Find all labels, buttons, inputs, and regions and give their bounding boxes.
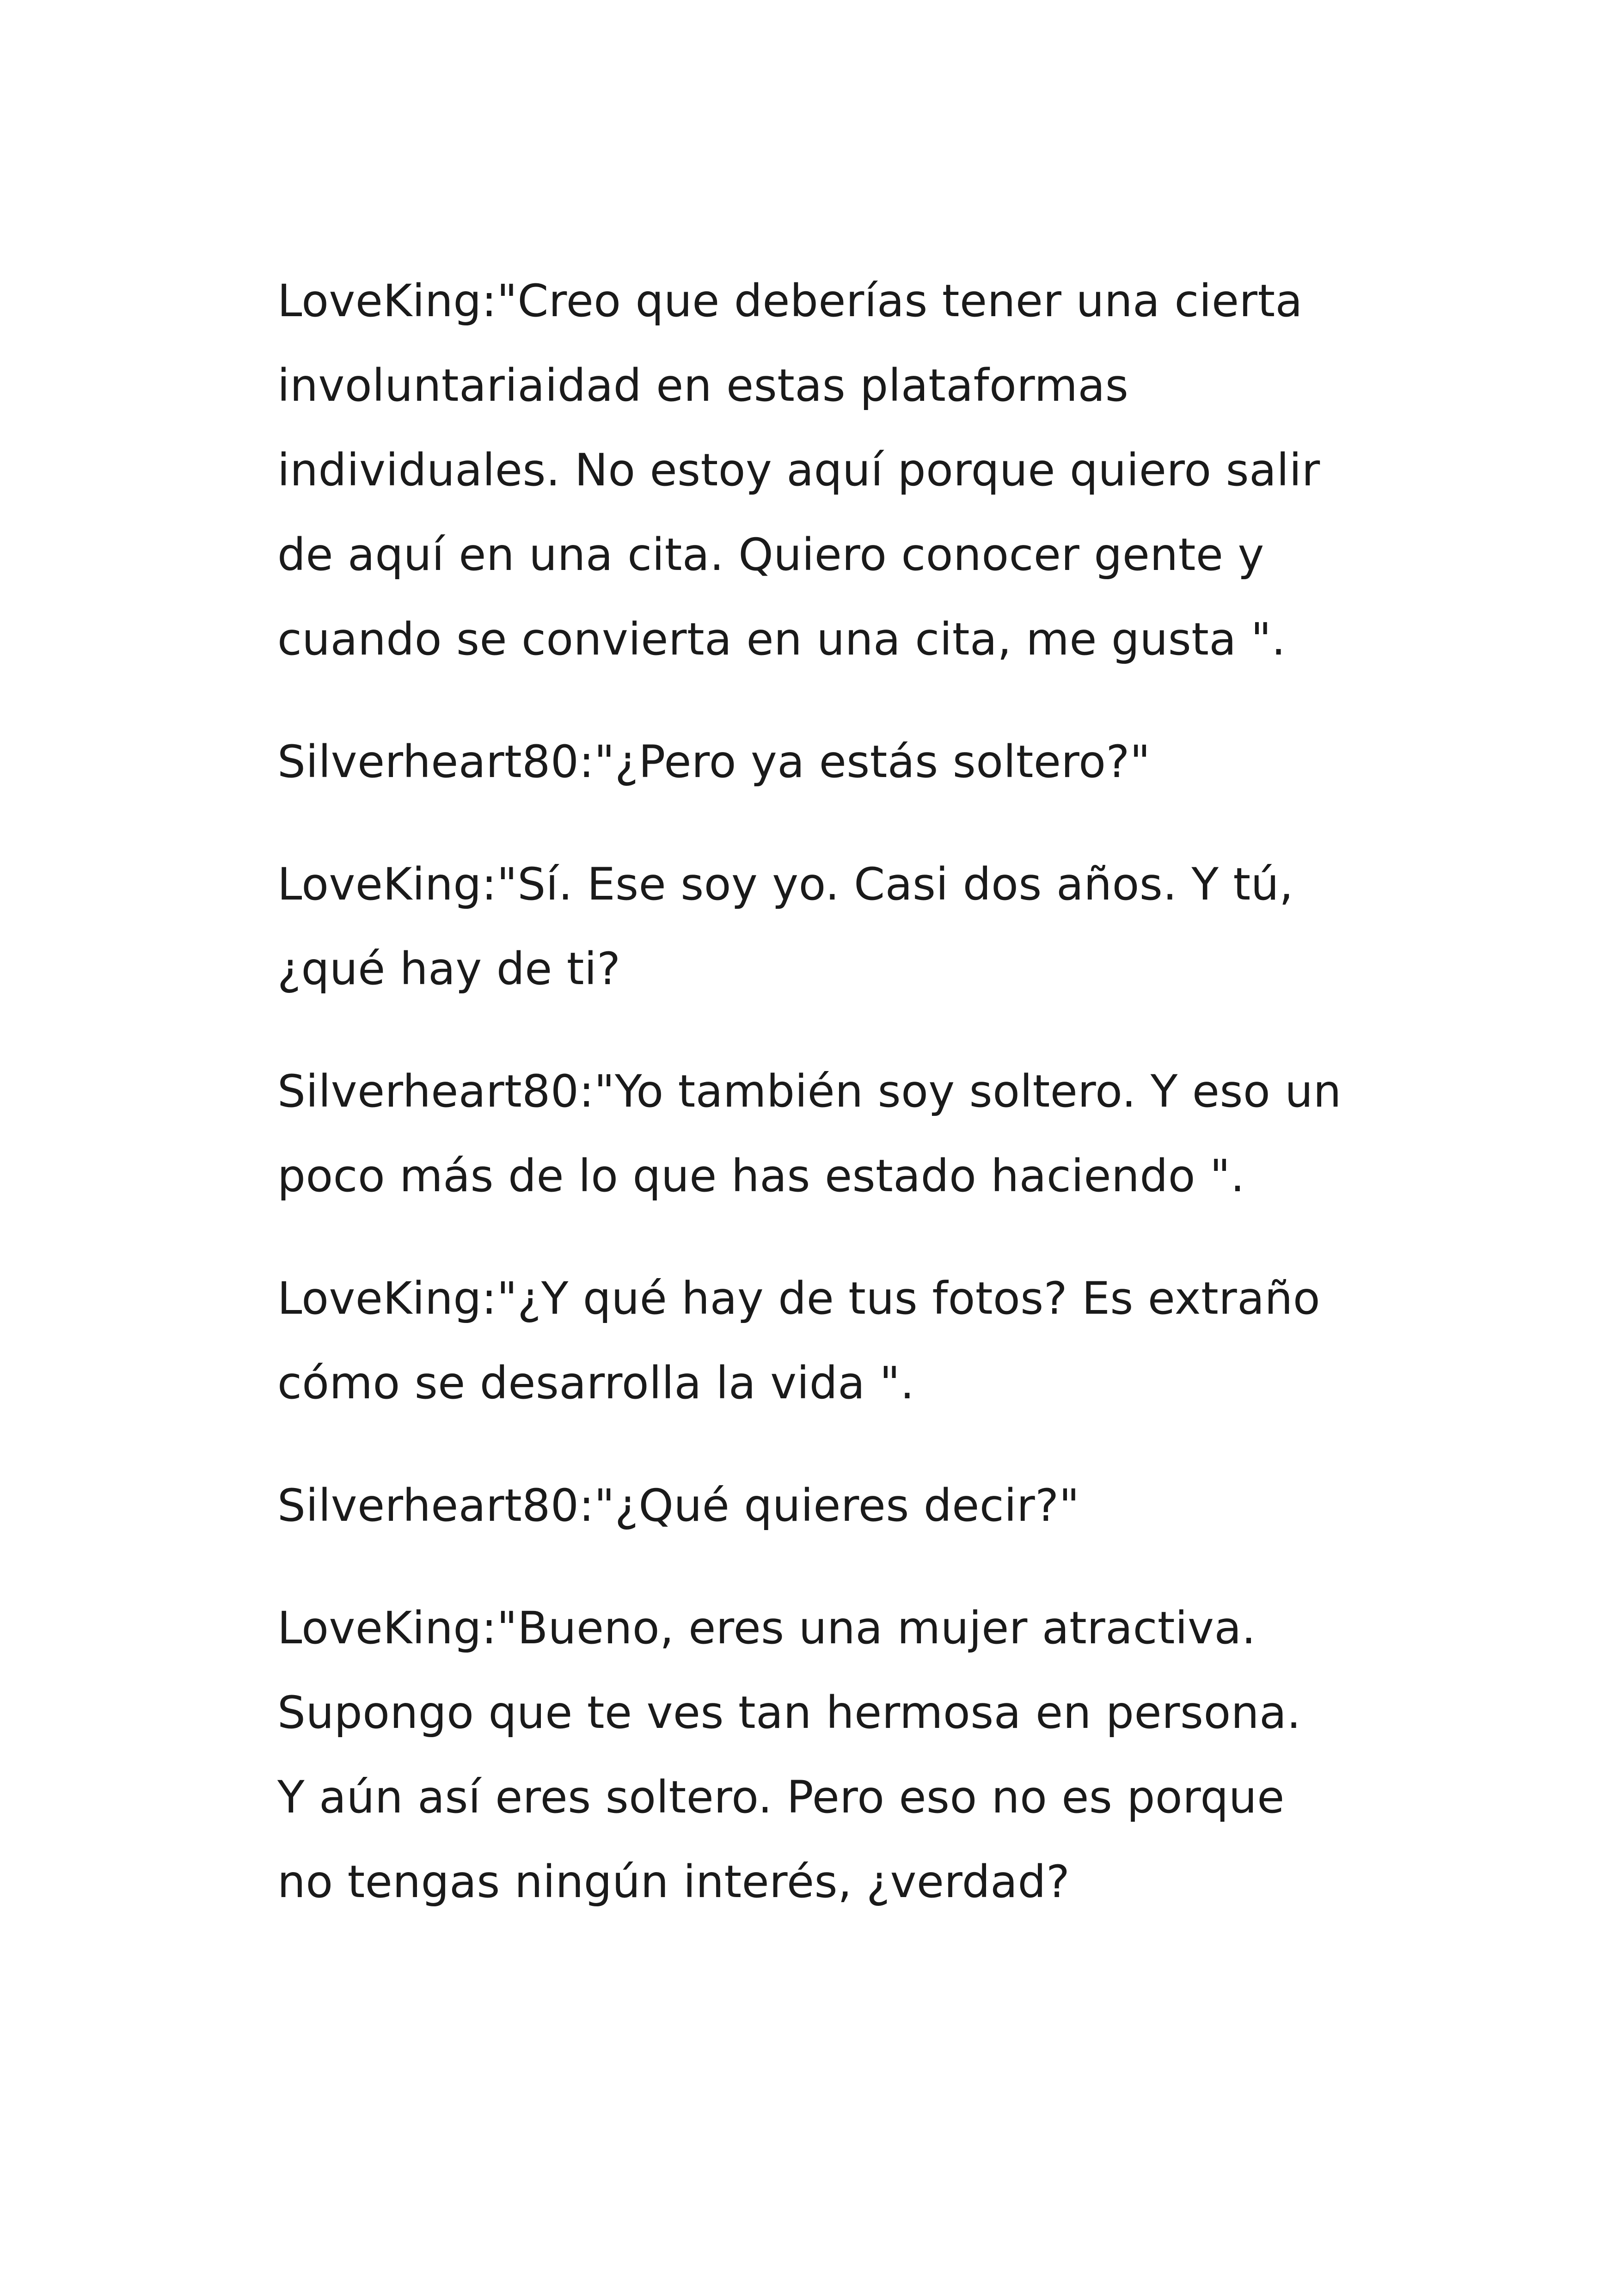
text-line: LoveKing:"Sí. Ese soy yo. Casi dos años. Y tú, — [277, 858, 1294, 910]
document-page — [277, 259, 1341, 1962]
text-line: LoveKing:"¿Y qué hay de tus fotos? Es extraño — [277, 1273, 1321, 1324]
text-line: poco más de lo que has estado haciendo ". — [277, 1150, 1245, 1202]
message-4 — [277, 1049, 1341, 1218]
message-2 — [277, 720, 1341, 804]
text-line: LoveKing:"Bueno, eres una mujer atractiva. — [277, 1602, 1256, 1654]
text-line: cuando se convierta en una cita, me gusta ". — [277, 613, 1286, 665]
text-line: cómo se desarrolla la vida ". — [277, 1357, 915, 1409]
text-line: de aquí en una cita. Quiero conocer gente y — [277, 529, 1264, 581]
text-line: Supongo que te ves tan hermosa en persona. — [277, 1687, 1301, 1739]
text-line: Silverheart80:"¿Qué quieres decir?" — [277, 1480, 1080, 1531]
text-line: ¿qué hay de ti? — [277, 943, 621, 995]
message-7 — [277, 1586, 1341, 1924]
text-line: Silverheart80:"Yo también soy soltero. Y eso un — [277, 1065, 1342, 1117]
message-3 — [277, 842, 1341, 1011]
text-line: involuntariaidad en estas plataformas — [277, 360, 1129, 411]
text-line: individuales. No estoy aquí porque quiero salir — [277, 444, 1320, 496]
message-5 — [277, 1256, 1341, 1426]
text-line: Y aún así eres soltero. Pero eso no es porque — [277, 1771, 1285, 1823]
message-6 — [277, 1463, 1341, 1548]
text-line: Silverheart80:"¿Pero ya estás soltero?" — [277, 736, 1151, 788]
message-1 — [277, 259, 1341, 682]
text-line: no tengas ningún interés, ¿verdad? — [277, 1856, 1070, 1908]
text-line: LoveKing:"Creo que deberías tener una cierta — [277, 275, 1303, 327]
